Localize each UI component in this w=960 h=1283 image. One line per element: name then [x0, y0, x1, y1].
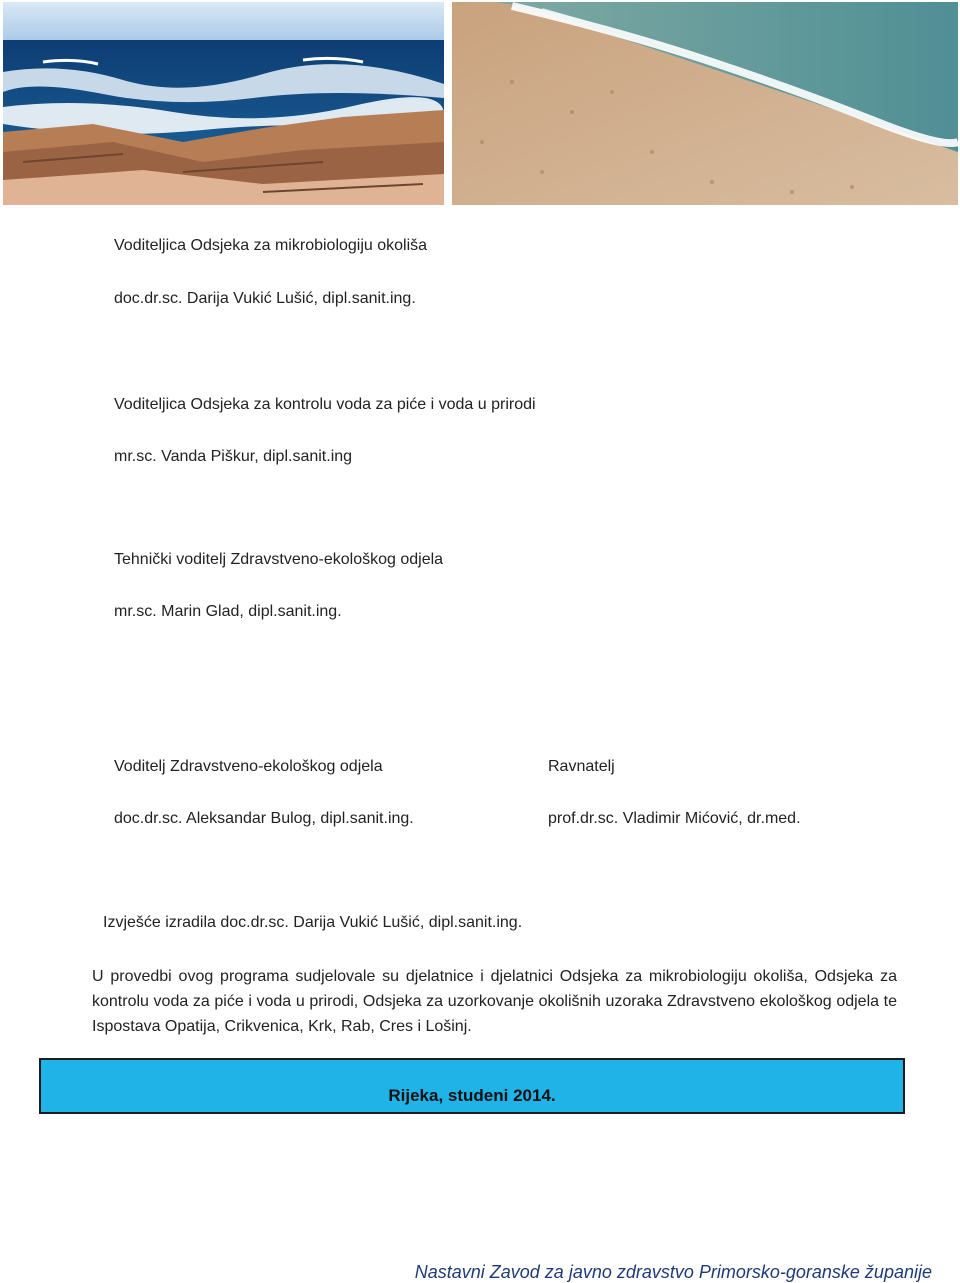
director-name: prof.dr.sc. Vladimir Mićović, dr.med.: [548, 810, 801, 827]
date-banner-text: Rijeka, studeni 2014.: [388, 1086, 556, 1105]
date-banner: [39, 1058, 905, 1114]
technical-head-role: Tehnički voditelj Zdravstveno-ekološkog odjela: [114, 551, 444, 568]
pebble-beach-photo: [452, 2, 958, 205]
water-control-head-role: Voditeljica Odsjeka za kontrolu voda za piće i voda u prirodi: [114, 396, 536, 413]
water-control-head-name: mr.sc. Vanda Piškur, dipl.sanit.ing: [114, 448, 353, 465]
prepared-by: Izvješće izradila doc.dr.sc. Darija Vukić Lušić, dipl.sanit.ing.: [103, 914, 523, 931]
participation-paragraph: U provedbi ovog programa sudjelovale su djelatnice i djelatnici Odsjeka za mikrobiologiju okoliša, Odsjeka za kontrolu voda za piće i voda u prirodi, Odsjeka za uzorkovanje okolišnih uzoraka Zdravstveno ekološkog odjela te Ispostava Opatija, Crikvenica, Krk, Rab, Cres i Lošinj.: [92, 968, 897, 1035]
footer-institution: Nastavni Zavod za javno zdravstvo Primorsko-goranske županije: [414, 1262, 932, 1282]
microbiology-head-role: Voditeljica Odsjeka za mikrobiologiju okoliša: [114, 237, 428, 254]
rocky-coast-photo: [3, 2, 444, 205]
director-role: Ravnatelj: [548, 758, 615, 775]
technical-head-name: mr.sc. Marin Glad, dipl.sanit.ing.: [114, 603, 342, 620]
department-head-name: doc.dr.sc. Aleksandar Bulog, dipl.sanit.ing.: [114, 810, 414, 827]
microbiology-head-name: doc.dr.sc. Darija Vukić Lušić, dipl.sanit.ing.: [114, 290, 416, 307]
department-head-role: Voditelj Zdravstveno-ekološkog odjela: [114, 758, 383, 775]
